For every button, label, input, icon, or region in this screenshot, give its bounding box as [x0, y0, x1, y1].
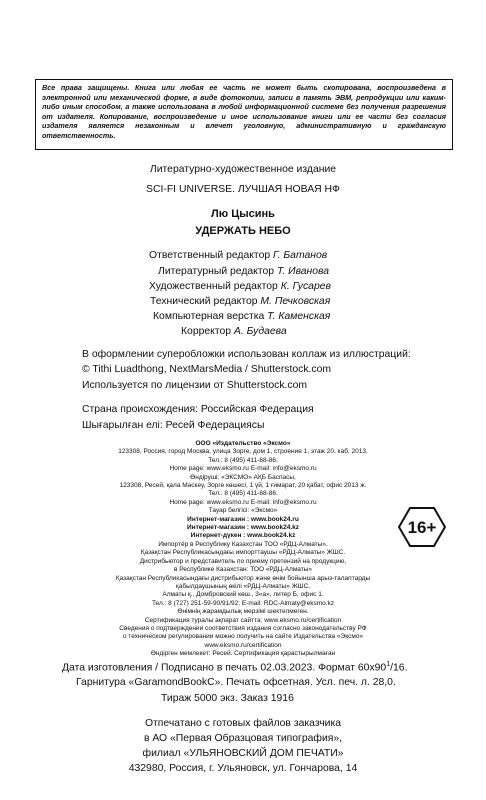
info-line: Импортёр в Республику Казахстан ТОО «РДЦ-Алматы».: [158, 540, 328, 548]
info-line: 123308, Россия, город Москва, улица Зорге, дом 1, строение 1, этаж 20, каб. 2013.: [118, 448, 368, 456]
info-line: Тел.: 8 (495) 411-68-86.: [208, 490, 278, 498]
age-rating-badge: [398, 507, 446, 547]
info-line: Тел.: 8 (727) 251-59-90/91/92; E-mail: RDC-Almaty@eksmo.kz: [151, 599, 335, 607]
info-line: Өнімнің жарамдылық мерзімі шектелмеген.: [177, 608, 309, 616]
cover-credit-line: Используется по лицензии от Shutterstock.com: [82, 380, 308, 391]
age-rating-text: 16+: [407, 518, 437, 537]
info-line: Сведения о подтверждении соответствия издания согласно законодательству РФ: [119, 624, 367, 632]
publisher-info: [0, 440, 486, 659]
author-name: Лю Цысинь: [211, 208, 275, 220]
info-line: Өндіруші: «ЭКСМО» АҚБ Баспасы,: [190, 473, 296, 481]
info-line: Қазақстан Республикасындағы дистрибьютор және өнім бойынша арыз-талаптарды: [115, 574, 371, 582]
info-line: 123308, Ресей, қала Мәскеу, Зорге көшесі, 1 үй, 1 ғимарат, 20 қабат, офис 2013 ж.: [119, 482, 367, 490]
print-info-line: Дата изготовления / Подписано в печать 02.03.2023. Формат $60х90^1/16$.: [62, 661, 408, 674]
cover-credit-line: В оформлении суперобложки использован коллаж из иллюстраций:: [82, 349, 411, 360]
info-line: о техническом регулировании можно получить на сайте Издательства «Эксмо»: [122, 633, 364, 641]
info-line: Қазақстан Республикасындағы импорттаушы «РДЦ-Алматы» ЖШС.: [140, 549, 346, 557]
edition-type: Литературно-художественное издание: [149, 164, 337, 175]
credit-line: Художественный редактор К. Гусарев: [149, 281, 331, 292]
info-line: Өндірген мемлекет: Ресей. Сертификация қарастырылмаған: [150, 650, 336, 658]
info-line: Сертификация туралы ақпарат сайтта: www.eksmo.ru/certification: [144, 616, 342, 624]
credit-line: Компьютерная верстка Т. Каменская: [153, 311, 331, 322]
info-line: Дистрибьютор и представитель по приему претензий на продукцию,: [139, 557, 347, 565]
info-line: Тауар белгісі: «Эксмо»: [208, 507, 278, 515]
book-title: УДЕРЖАТЬ НЕБО: [195, 225, 291, 237]
info-line: қабылдаушының өкілі «РДЦ-Алматы» ЖШС,: [175, 582, 311, 590]
printer-line: филиал «УЛЬЯНОВСКИЙ ДОМ ПЕЧАТИ»: [142, 748, 344, 759]
copyright-notice: Все права защищены. Книга или любая ее часть не может быть скопирована, воспроизведена в электронной или механической форме, в виде фотокопии, записи в память ЭВМ, репродукции или каким-либо иным способом, а также использована в любой информационной системе без получения разрешения от издателя. Копирование, воспроизведение и иное использование книги или ее части без согласия издателя является незаконным и влечет уголовную, административную и гражданскую ответственность.: [35, 79, 453, 150]
credit-line: Ответственный редактор Г. Батанов: [149, 250, 328, 261]
info-line: Алматы қ., Домбровский көш., 3«а», литер Б, офис 1.: [162, 591, 324, 599]
info-line: www.eksmo.ru/certification: [204, 641, 282, 649]
printer-line: 432980, Россия, г. Ульяновск, ул. Гончарова, 14: [128, 763, 358, 774]
credit-line: Технический редактор М. Печковская: [150, 296, 331, 307]
origin-line: Страна происхождения: Российская Федерация: [82, 404, 314, 415]
credit-line: Литературный редактор Т. Иванова: [158, 266, 330, 277]
printer-line: в АО «Первая Образцовая типография»,: [143, 733, 343, 744]
print-info-line: Тираж 5000 экз. Заказ 1916: [161, 693, 294, 704]
info-line: Home page: www.eksmo.ru E-mail: info@eksmo.ru: [169, 465, 317, 473]
printer-line: Отпечатано с готовых файлов заказчика: [144, 718, 342, 729]
info-line: Интернет-дүкен : www.book24.kz: [190, 532, 296, 540]
print-info-line: Гарнитура «GaramondBookC». Печать офсетная. Усл. печ. л. 28,0.: [76, 677, 396, 688]
info-line: ООО «Издательство «Эксмо»: [195, 440, 291, 447]
info-line: Тел.: 8 (495) 411-68-86.: [208, 456, 278, 464]
info-line: Интернет-магазин : www.book24.ru: [187, 515, 299, 523]
info-line: в Республике Казахстан: ТОО «РДЦ-Алматы»: [173, 566, 313, 574]
origin-line: Шығарылған елі: Ресей Федерациясы: [82, 420, 265, 431]
info-line: Home page: www.eksmo.ru E-mail: info@eksmo.ru: [169, 498, 317, 506]
cover-credit-line: © Tithi Luadthong, NextMarsMedia / Shutterstock.com: [82, 364, 332, 375]
credit-line: Корректор А. Будаева: [181, 326, 287, 337]
info-line: Интернет-магазин : www.book24.kz: [187, 524, 299, 532]
series-name: SCI-FI UNIVERSE. ЛУЧШАЯ НОВАЯ НФ: [146, 184, 340, 195]
